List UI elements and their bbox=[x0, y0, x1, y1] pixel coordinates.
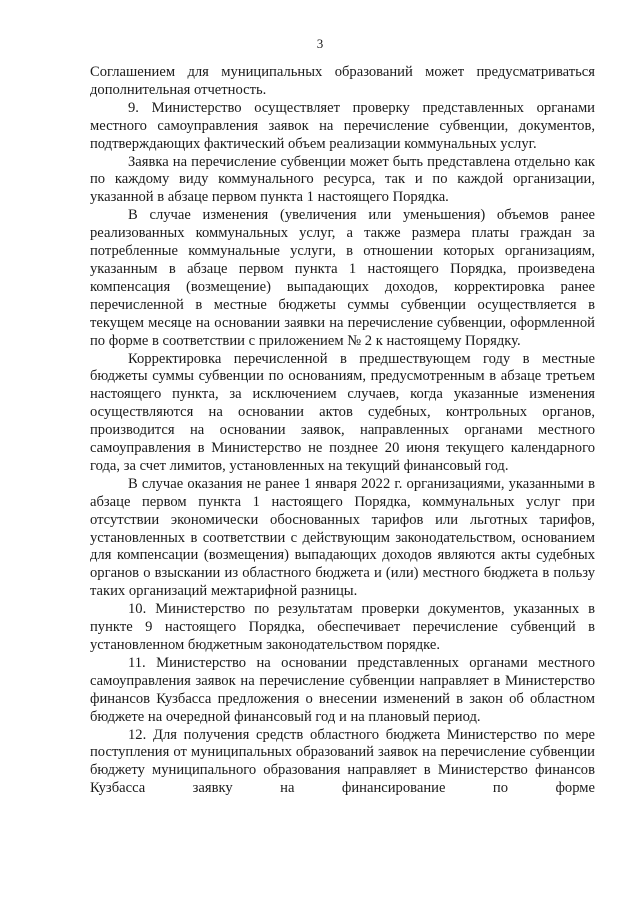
paragraph-correction-previous-year: Корректировка перечисленной в предшествующем году в местные бюджеты суммы субвенции по основаниям, предусмотренным в абзаце третьем настоящего пункта, за исключением случаев, когда указанные изменения осуществляются на основании актов судебных, контрольных органов, производится на основании заявок, направленных органами местного самоуправления в Министерство не позднее 20 июня текущего календарного года, за счет лимитов, установленных на текущий финансовый год. bbox=[90, 350, 595, 474]
paragraph-court-acts: В случае оказания не ранее 1 января 2022 г. организациями, указанными в абзаце первом пункта 1 настоящего Порядка, коммунальных услуг при отсутствии экономически обоснованных тарифов или льготных тарифов, установленных в соответствии с действующим законодательством, основанием для компенсации (возмещения) выпадающих доходов являются акты судебных органов о взыскании из областного бюджета и (или) местного бюджета в пользу таких организаций межтарифной разницы. bbox=[90, 475, 595, 600]
document-body bbox=[90, 64, 595, 798]
paragraph-item-12: 12. Для получения средств областного бюджета Министерство по мере поступления от муниципальных образований заявок на перечисление субвенции бюджету муниципального образования направляет в Министерство финансов Кузбасса заявку на финансирование по форме bbox=[90, 726, 595, 797]
paragraph-item-11: 11. Министерство на основании представленных органами местного самоуправления заявок на перечисление субвенции направляет в Министерство финансов Кузбасса предложения о внесении изменений в закон об областном бюджете на очередной финансовый год и на плановый период. bbox=[90, 654, 595, 725]
paragraph-volume-change: В случае изменения (увеличения или уменьшения) объемов ранее реализованных коммунальных услуг, а также размера платы граждан за потребленные коммунальные услуги, в отношении которых организациям, указанным в абзаце первом пункта 1 настоящего Порядка, произведена компенсация (возмещение) выпадающих доходов, корректировка ранее перечисленной в местные бюджеты суммы субвенции осуществляется в текущем месяце на основании заявки на перечисление субвенции, оформленной по форме в соответствии с приложением № 2 к настоящему Порядку. bbox=[90, 207, 595, 349]
paragraph-application-form: Заявка на перечисление субвенции может быть представлена отдельно как по каждому виду коммунального ресурса, так и по каждой организации, указанной в абзаце первом пункта 1 настоящего Порядка. bbox=[90, 153, 595, 206]
paragraph-item-10: 10. Министерство по результатам проверки документов, указанных в пункте 9 настоящего Порядка, обеспечивает перечисление субвенций в установленном бюджетным законодательством порядке. bbox=[90, 601, 595, 653]
paragraph-continuation: Соглашением для муниципальных образований может предусматриваться дополнительная отчетность. bbox=[90, 64, 595, 98]
paragraph-item-9: 9. Министерство осуществляет проверку представленных органами местного самоуправления заявок на перечисление субвенции, документов, подтверждающих фактический объем реализации коммунальных услуг. bbox=[90, 99, 595, 152]
page-number: 3 bbox=[316, 36, 324, 51]
